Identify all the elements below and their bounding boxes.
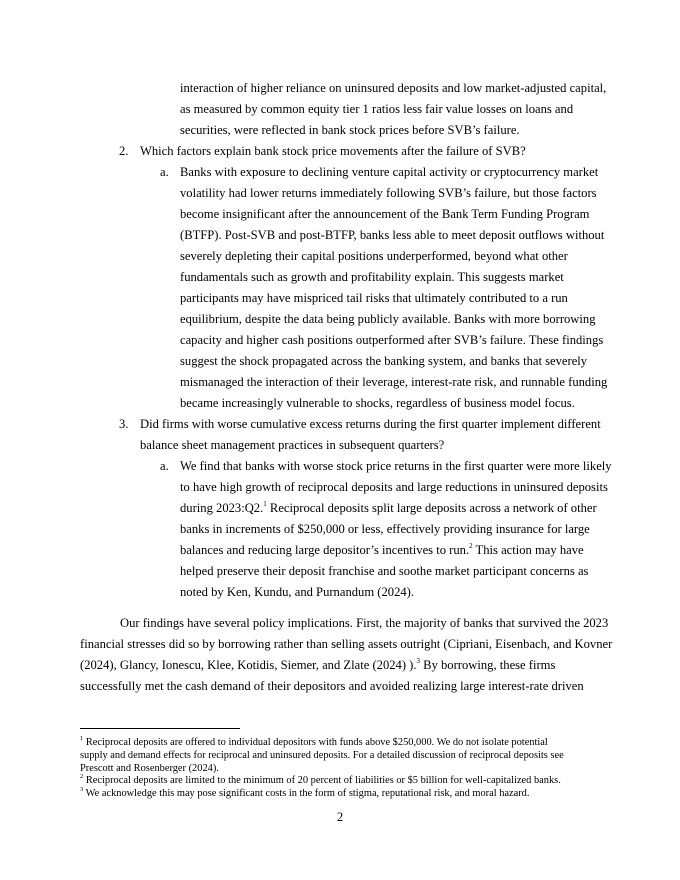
body-line: capacity and higher cash positions outperformed after SVB’s failure. These findings — [180, 333, 604, 347]
body-line: helped preserve their deposit franchise and soothe market participant concerns as — [180, 564, 589, 578]
body-line: interaction of higher reliance on uninsured deposits and low market-adjusted capital, — [180, 81, 607, 95]
footnote-1: $^1$ Reciprocal deposits are offered to individual depositors with funds above $250,000. We do not isolate potential — [80, 734, 548, 748]
list-marker: a. — [160, 165, 169, 179]
list-marker: a. — [160, 459, 169, 473]
list-number: 3. — [119, 417, 129, 431]
footnote-ref[interactable]: 2 — [469, 541, 473, 550]
question-3: Did firms with worse cumulative excess returns during the first quarter implement different — [140, 417, 601, 431]
body-line: during 2023:Q2.$^1$ Reciprocal deposits split large deposits across a network of other — [180, 499, 597, 515]
body-line: suggest the shock propagated across the banking system, and banks that severely — [180, 354, 588, 368]
page-number: 2 — [336, 810, 344, 824]
body-line: fundamentals such as growth and profitability explain. This suggests market — [180, 270, 564, 284]
footnote-3: $^3$ We acknowledge this may pose significant costs in the form of stigma, reputational risk, and moral hazard. — [80, 785, 530, 799]
paragraph-line: (2024), Glancy, Ionescu, Klee, Kotidis, Siemer, and Zlate (2024) ).$^3$ By borrowing, these firms — [80, 656, 556, 672]
footnote-ref[interactable]: 3 — [416, 656, 421, 665]
body-line: noted by Ken, Kundu, and Purnandum (2024). — [180, 585, 414, 599]
body-line: We find that banks with worse stock price returns in the first quarter were more likely — [180, 459, 612, 473]
question-2: Which factors explain bank stock price movements after the failure of SVB? — [140, 144, 526, 158]
body-line: balances and reducing large depositor’s incentives to run.$^2$ This action may have — [180, 541, 584, 557]
body-line: participants may have mispriced tail risks that ultimately contributed to a run — [180, 291, 568, 305]
body-line: equilibrium, despite the data being publicly available. Banks with more borrowing — [180, 312, 596, 326]
body-line: Banks with exposure to declining venture capital activity or cryptocurrency market — [180, 165, 599, 179]
body-line: as measured by common equity tier 1 ratios less fair value losses on loans and — [180, 102, 574, 116]
paragraph-line: financial stresses did so by borrowing rather than selling assets outright (Cipriani, Eisenbach, and Kovner — [80, 637, 613, 651]
body-line: securities, were reflected in bank stock prices before SVB’s failure. — [180, 123, 520, 137]
body-line: to have high growth of reciprocal deposits and large reductions in uninsured deposits — [180, 480, 608, 494]
paragraph-line: Our findings have several policy implications. First, the majority of banks that survived the 2023 — [120, 616, 609, 630]
footnote-1-cont: Prescott and Rosenberger (2024). — [80, 763, 219, 774]
body-line: mismanaged the interaction of their leverage, interest-rate risk, and runnable funding — [180, 375, 608, 389]
question-3-cont: balance sheet management practices in subsequent quarters? — [140, 438, 445, 452]
footnote-2: $^2$ Reciprocal deposits are limited to the minimum of 20 percent of liabilities or $5 billion for well-capitalized banks. — [80, 772, 561, 786]
body-line: banks in increments of $250,000 or less, effectively providing insurance for large — [180, 522, 590, 536]
body-line: become insignificant after the announcement of the Bank Term Funding Program — [180, 207, 590, 221]
body-line: severely depleting their capital positions underperformed, beyond what other — [180, 249, 568, 263]
body-line: became increasingly vulnerable to shocks, regardless of business model focus. — [180, 396, 575, 410]
footnote-divider — [80, 728, 240, 729]
paragraph-line: successfully met the cash demand of their depositors and avoided realizing large interest-rate driven — [80, 679, 584, 693]
body-line: (BTFP). Post-SVB and post-BTFP, banks less able to meet deposit outflows without — [180, 228, 605, 242]
footnote-1-cont: supply and demand effects for reciprocal and uninsured deposits. For a detailed discussion of reciprocal deposits see — [80, 750, 564, 761]
body-line: volatility had lower returns immediately following SVB’s failure, but those factors — [180, 186, 597, 200]
list-number: 2. — [119, 144, 129, 158]
footnote-ref[interactable]: 1 — [263, 499, 267, 508]
